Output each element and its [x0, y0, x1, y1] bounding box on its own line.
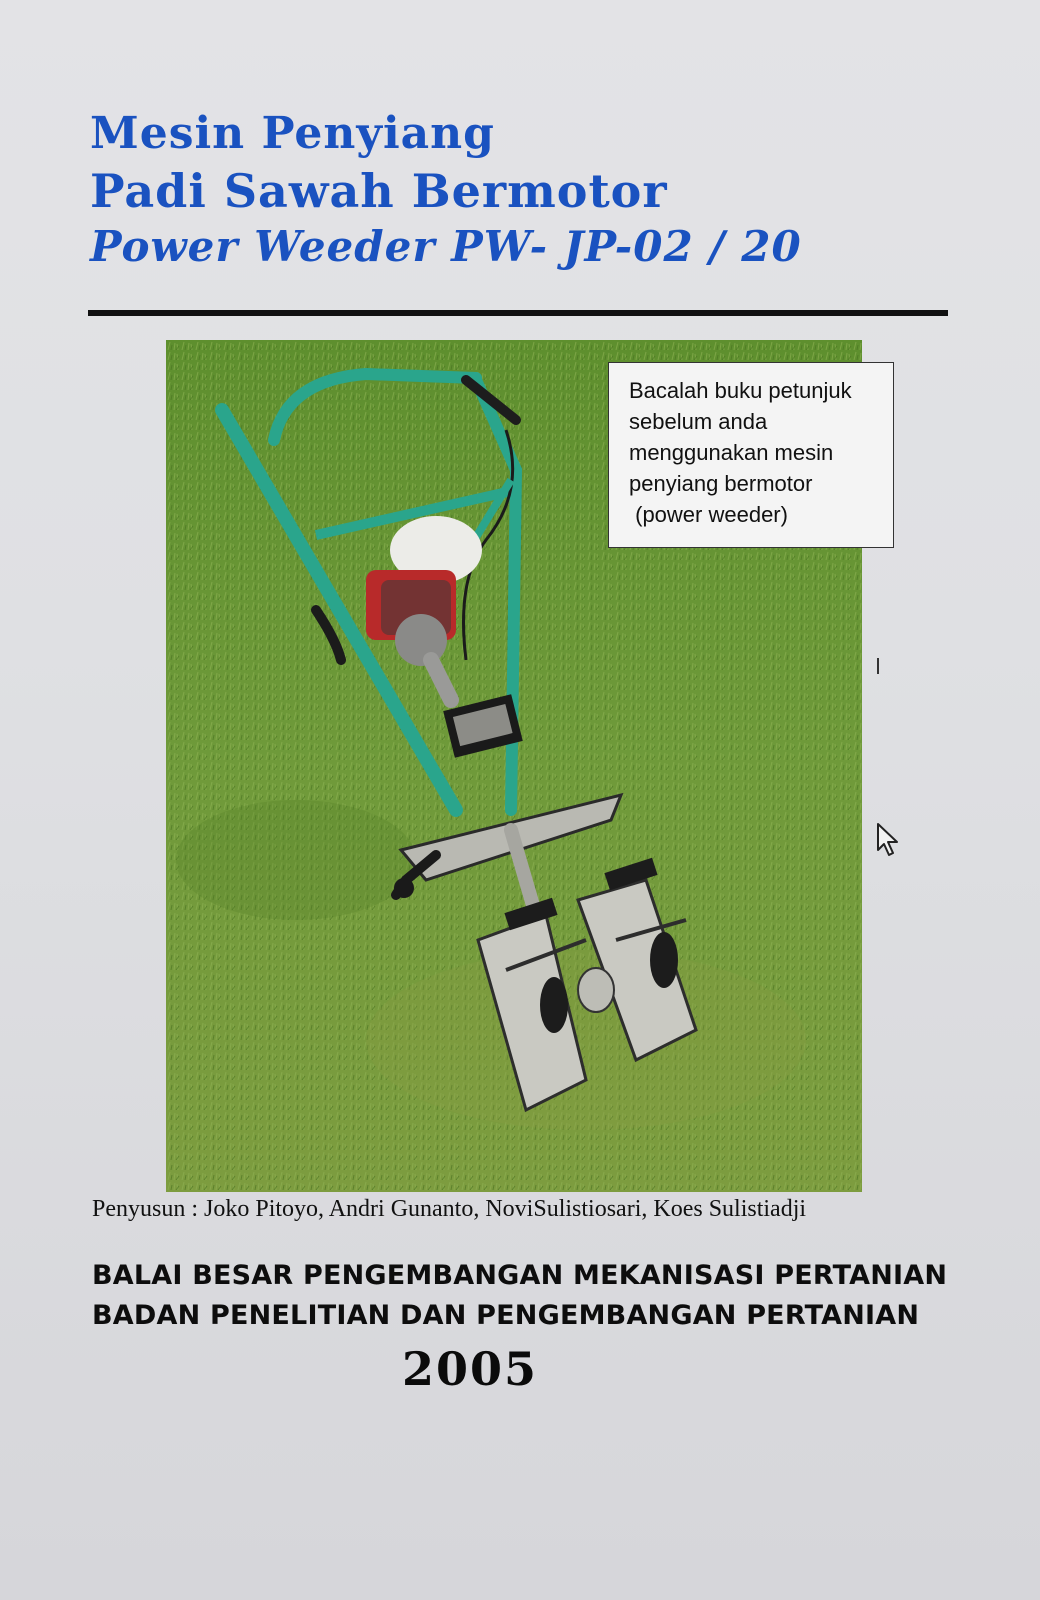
institution-line-1: BALAI BESAR PENGEMBANGAN MEKANISASI PERTANIAN: [92, 1260, 948, 1291]
title-line-1: Mesin Penyiang: [90, 108, 495, 159]
notice-line: (power weeder): [629, 502, 788, 527]
notice-line: Bacalah buku petunjuk: [629, 378, 852, 403]
publication-year: 2005: [402, 1342, 539, 1396]
text-cursor-mark: [877, 658, 879, 674]
notice-line: sebelum anda: [629, 409, 768, 434]
institution-line-2: BADAN PENELITIAN DAN PENGEMBANGAN PERTANIAN: [92, 1300, 920, 1331]
authors-line: Penyusun : Joko Pitoyo, Andri Gunanto, NoviSulistiosari, Koes Sulistiadji: [92, 1196, 807, 1222]
instruction-notice-box: [608, 362, 894, 548]
title-line-2: Padi Sawah Bermotor: [90, 164, 668, 218]
title-divider: [88, 310, 948, 316]
notice-line: penyiang bermotor: [629, 471, 813, 496]
notice-line: menggunakan mesin: [629, 440, 834, 465]
mouse-pointer-icon: [876, 822, 902, 862]
title-line-3: Power Weeder PW- JP-02 / 20: [90, 222, 802, 271]
